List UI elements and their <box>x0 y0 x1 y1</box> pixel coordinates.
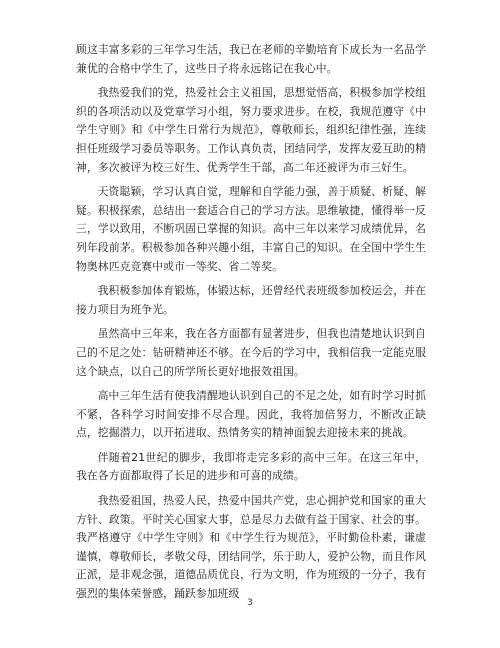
paragraph: 顾这丰富多彩的三年学习生活，我已在老师的辛勤培育下成长为一名品学兼优的合格中学生了，这些日子将永远铭记在我心中。 <box>76 43 426 75</box>
paragraph: 虽然高中三年来，我在各方面都有显著进步，但我也清楚地认识到自己的不足之处：钻研精神还不够。在今后的学习中，我相信我一定能克服这个缺点，以自己的所学所长更好地报效祖国。 <box>76 327 426 378</box>
paragraph: 我热爱我们的党，热爱社会主义祖国，思想觉悟高，积极参加学校组织的各项活动以及党章学习小组，努力要求进步。在校，我规范遵守《中学生守则》和《中学生日常行为规范》，尊敬师长，组织纪律性强，连续担任班级学习委员等职务。工作认真负责，团结同学，发挥友爱互助的精神，多次被评为校三好生、优秀学生干部，高二年还被评为市三好生。 <box>76 86 426 174</box>
document-body <box>76 41 426 610</box>
paragraph: 高中三年生活有使我清醒地认识到自己的不足之处，如有时学习时抓不紧，各科学习时间安排不尽合理。因此，我将加倍努力，不断改正缺点，挖掘潜力，以开拓进取、热情务实的精神面貌去迎接未来的挑战。 <box>76 389 426 440</box>
paragraph: 天资聪颖，学习认真自觉，理解和自学能力强，善于质疑、析疑、解疑。积极探索，总结出一套适合自己的学习方法。思维敏捷，懂得举一反三，学以致用，不断巩固已掌握的知识。高中三年以来学习成绩优异，名列年段前茅。积极参加各种兴趣小组，丰富自己的知识。在全国中学生生物奥林匹克竞赛中或市一等奖、省二等奖。 <box>76 185 426 273</box>
page-number: 3 <box>247 598 253 608</box>
paragraph: 我积极参加体育锻炼，体锻达标，还曾经代表班级参加校运会，并在接力项目为班争光。 <box>76 284 426 316</box>
paragraph: 伴随着21世纪的脚步，我即将走完多彩的高中三年。在这三年中，我在各方面都取得了长足的进步和可喜的成绩。 <box>76 450 426 483</box>
paragraph: 我热爱祖国，热爱人民，热爱中国共产党，忠心拥护党和国家的重大方针、政策。平时关心国家大事，总是尽力去做有益于国家、社会的事。我严格遵守《中学生守则》和《中学生行为规范》，平时勤俭朴素，谦虚谨慎，尊敬师长，孝敬父母，团结同学，乐于助人，爱护公物，而且作风正派，是非观念强，道德品质优良，行为文明，作为班级的一分子，我有强烈的集体荣誉感，踊跃参加班级 <box>76 494 426 601</box>
